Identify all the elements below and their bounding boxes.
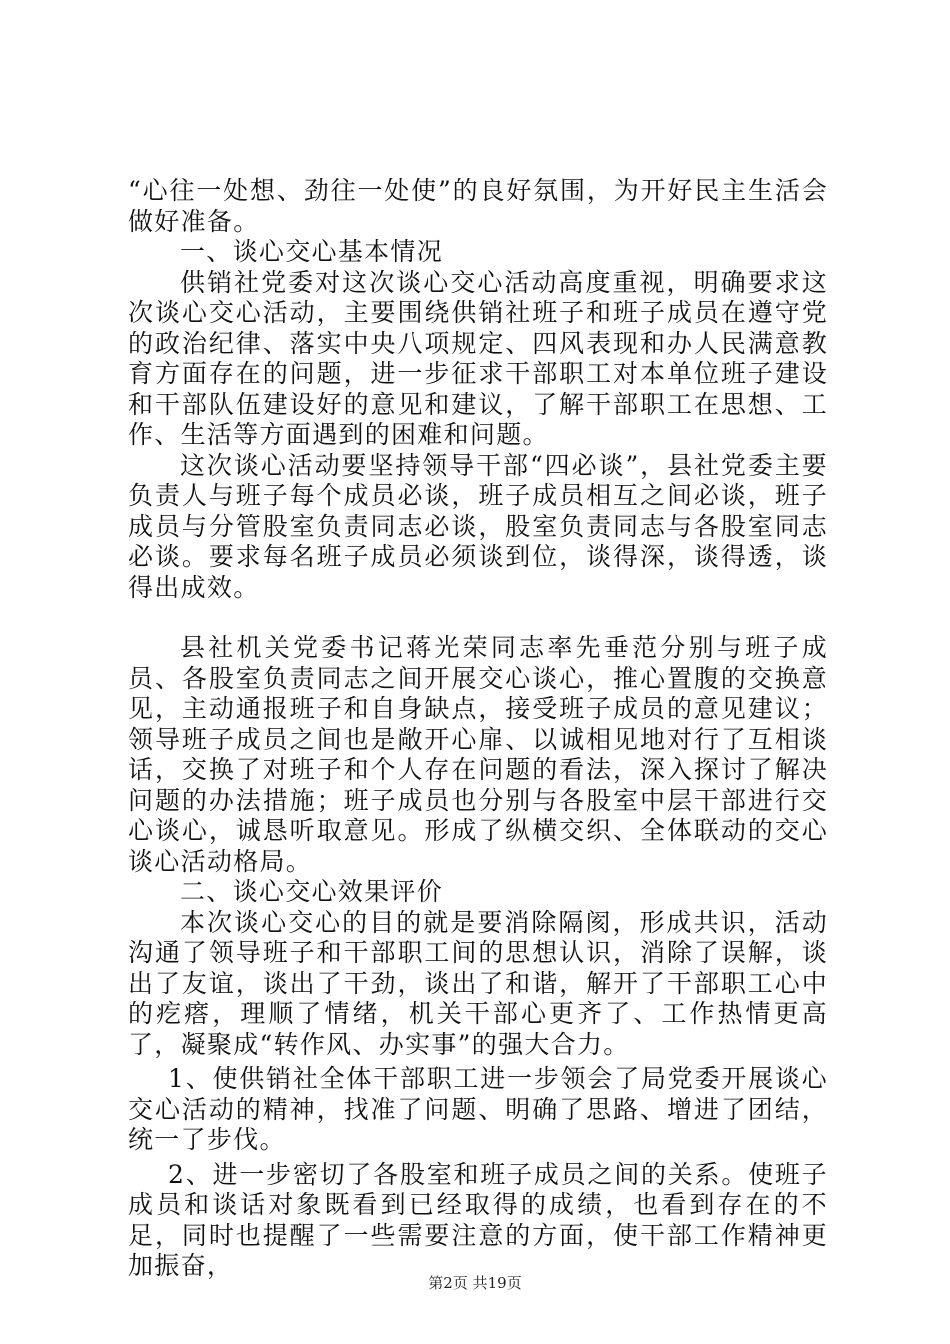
list-item-1: 1、使供销社全体干部职工进一步领会了局党委开展谈心交心活动的精神，找准了问题、明确了思路、增进了团结，统一了步伐。 [128, 1064, 828, 1154]
paragraph-continuation: “心往一处想、劲往一处使”的良好氛围，为开好民主生活会做好准备。 [128, 176, 828, 236]
paragraph-secretary-example: 县社机关党委书记蒋光荣同志率先垂范分别与班子成员、各股室负责同志之间开展交心谈心，推心置腹的交换意见，主动通报班子和自身缺点，接受班子成员的意见建议；领导班子成员之间也是敞开心扉、以诚相见地对行了互相谈话，交换了对班子和个人存在问题的看法，深入探讨了解决问题的办法措施；班子成员也分别与各股室中层干部进行交心谈心，诚恳听取意见。形成了纵横交织、全体联动的交心谈心活动格局。 [128, 633, 828, 876]
document-body [128, 176, 828, 1282]
page-footer: 第2页 共19页 [428, 1274, 522, 1292]
section-heading-1: 一、谈心交心基本情况 [180, 237, 444, 266]
paragraph-effect-evaluation: 本次谈心交心的目的就是要消除隔阂，形成共识，活动沟通了领导班子和干部职工间的思想认识，消除了误解，谈出了友谊，谈出了干劲，谈出了和谐，解开了干部职工心中的疙瘩，理顺了情绪，机关干部心更齐了、工作热情更高了，凝聚成“转作风、办实事”的强大合力。 [128, 907, 828, 1059]
paragraph-basic-situation: 供销社党委对这次谈心交心活动高度重视，明确要求这次谈心交心活动，主要围绕供销社班子和班子成员在遵守党的政治纪律、落实中央八项规定、四风表现和办人民满意教育方面存在的问题，进一步征求干部职工对本单位班子建设和干部队伍建设好的意见和建议，了解干部职工在思想、工作、生活等方面遇到的困难和问题。 [128, 267, 828, 449]
section-heading-2: 二、谈心交心效果评价 [180, 877, 444, 906]
paragraph-four-must-talks: 这次谈心活动要坚持领导干部“四必谈”，县社党委主要负责人与班子每个成员必谈，班子成员相互之间必谈，班子成员与分管股室负责同志必谈，股室负责同志与各股室同志必谈。要求每名班子成员必须谈到位，谈得深，谈得透，谈得出成效。 [128, 450, 828, 602]
list-item-2: 2、进一步密切了各股室和班子成员之间的关系。使班子成员和谈话对象既看到已经取得的成绩，也看到存在的不足，同时也提醒了一些需要注意的方面，使干部工作精神更加振奋， [128, 1159, 828, 1280]
